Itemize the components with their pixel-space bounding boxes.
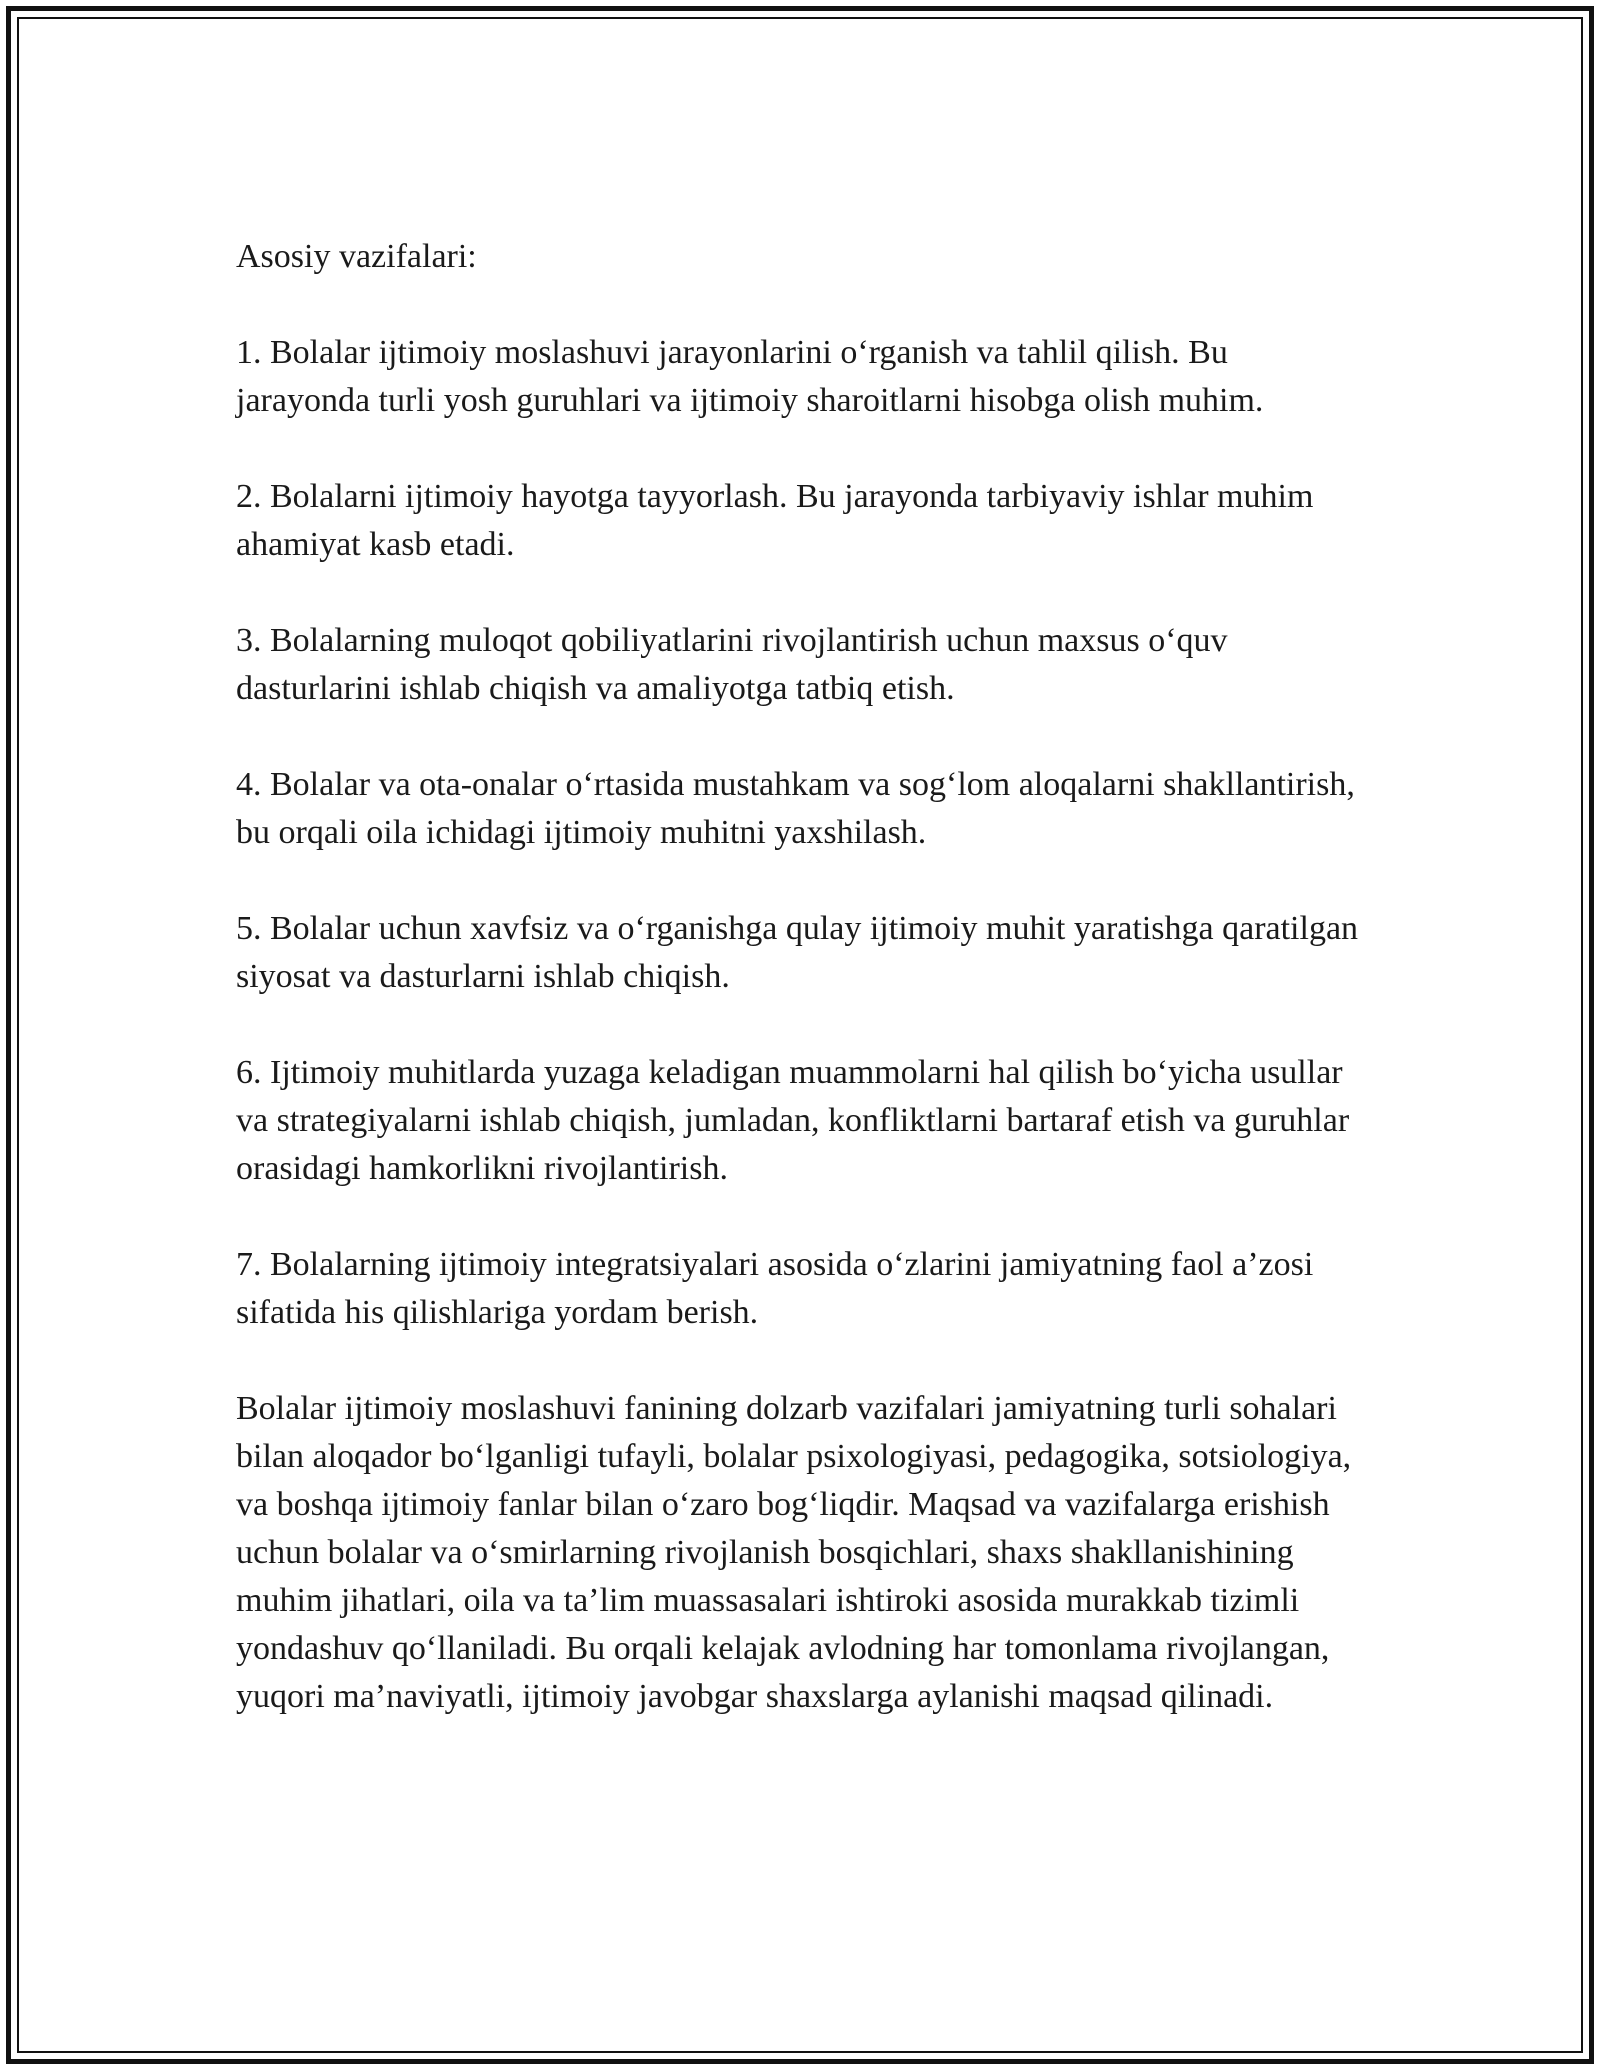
- task-item-7: 7. Bolalarning ijtimoiy integratsiyalari asosida o‘zlarini jamiyatning faol a’zosi sifatida his qilishlariga yordam berish.: [236, 1246, 1314, 1331]
- section-heading: Asosiy vazifalari:: [236, 238, 477, 275]
- document-body: [236, 233, 1361, 1721]
- conclusion-paragraph: Bolalar ijtimoiy moslashuvi fanining dolzarb vazifalari jamiyatning turli sohalari bilan aloqador bo‘lganligi tufayli, bolalar psixologiyasi, pedagogika, sotsiologiya, va boshqa ijtimoiy fanlar bilan o‘zaro bog‘liqdir. Maqsad va vazifalarga erishish uchun bolalar va o‘smirlarning rivojlanish bosqichlari, shaxs shakllanishining muhim jihatlari, oila va ta’lim muassasalari ishtiroki asosida murakkab tizimli yondashuv qo‘llaniladi. Bu orqali kelajak avlodning har tomonlama rivojlangan, yuqori ma’naviyatli, ijtimoiy javobgar shaxslarga aylanishi maqsad qilinadi.: [236, 1390, 1352, 1715]
- task-item-4: 4. Bolalar va ota-onalar o‘rtasida mustahkam va sog‘lom aloqalarni shakllantirish, bu orqali oila ichidagi ijtimoiy muhitni yaxshilash.: [236, 766, 1355, 851]
- task-item-6: 6. Ijtimoiy muhitlarda yuzaga keladigan muammolarni hal qilish bo‘yicha usullar va strategiyalarni ishlab chiqish, jumladan, konfliktlarni bartaraf etish va guruhlar orasidagi hamkorlikni rivojlantirish.: [236, 1054, 1350, 1187]
- task-item-5: 5. Bolalar uchun xavfsiz va o‘rganishga qulay ijtimoiy muhit yaratishga qaratilgan siyosat va dasturlarni ishlab chiqish.: [236, 910, 1359, 995]
- task-item-3: 3. Bolalarning muloqot qobiliyatlarini rivojlantirish uchun maxsus o‘quv dasturlarini ishlab chiqish va amaliyotga tatbiq etish.: [236, 622, 1228, 707]
- task-item-2: 2. Bolalarni ijtimoiy hayotga tayyorlash. Bu jarayonda tarbiyaviy ishlar muhim ahamiyat kasb etadi.: [236, 478, 1314, 563]
- task-item-1: 1. Bolalar ijtimoiy moslashuvi jarayonlarini o‘rganish va tahlil qilish. Bu jarayonda turli yosh guruhlari va ijtimoiy sharoitlarni hisobga olish muhim.: [236, 334, 1264, 419]
